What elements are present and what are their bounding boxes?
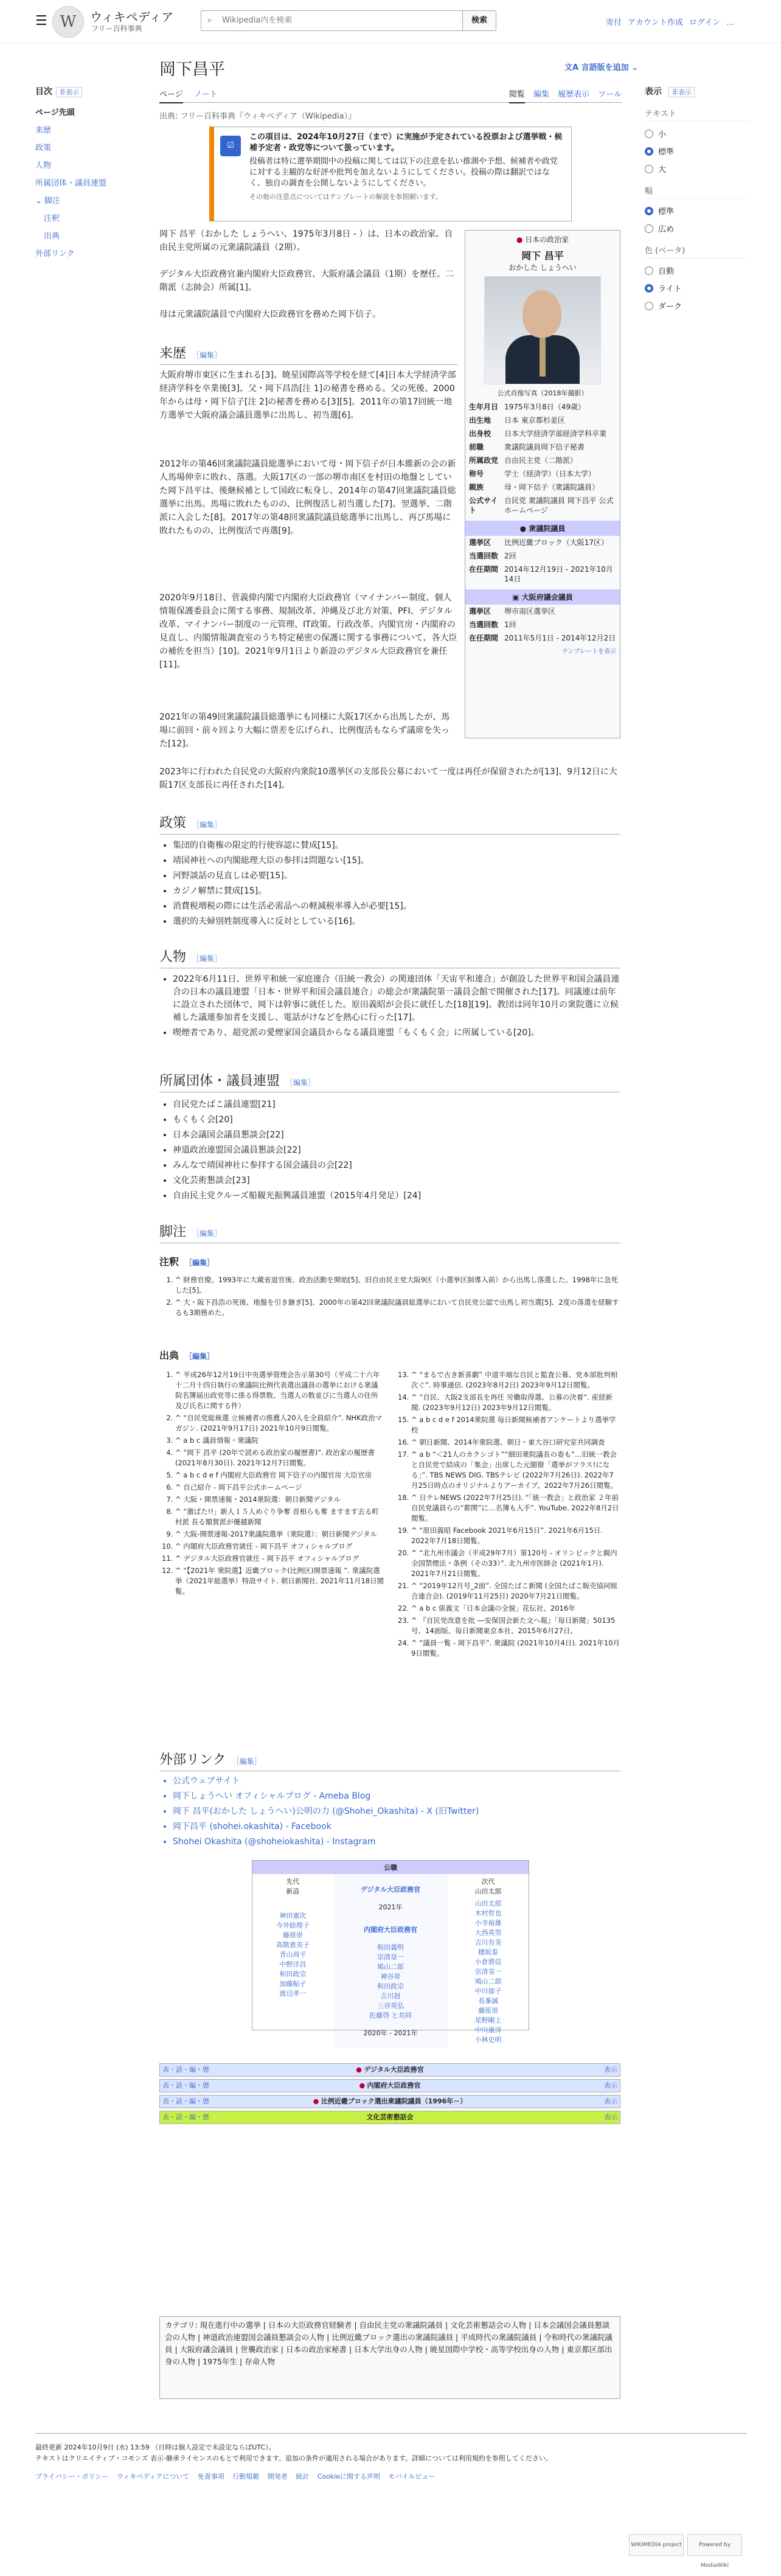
navbar-digital [159,2063,620,2077]
list-item: • 日本会議国会議員懇談会[22] [173,1129,620,1142]
reference-item: 1. ^ 平成26年12月19日中央選挙管理会告示第30号（平成二十六年十二月十四日執行の衆議院比例代表選出議員の選挙における衆議院名簿届出政党等に係る得票数、当選人の数並びに当選人の住所及び氏名に関する件） [175,1370,384,1411]
sources-list-left [159,1370,384,1599]
portrait-image[interactable] [484,276,601,384]
infobox-row-value: 堺市南区選挙区 [504,607,556,616]
category-links[interactable]: カテゴリ: 現在進行中の選挙 | 日本の大臣政務官経験者 | 自由民主党の衆議院議員 | 文化芸術懇話会の人物 | 日本会議国会議員懇談会の人物 | 神道政治連盟国会議員懇談会の人物 | 比例近畿ブロック選出の衆議院議員 | 平成時代の衆議院議員 | 令和時代の衆議院議員 | 大阪府議会議員 | 世襲政治家 | 日本の政治家秘書 | 日本大学出身の人物 | 暁星国際中学校・高等学校出身の人物 | 東京都区部出身の人物 | 1975年生 | 存命人物 [159,2316,620,2399]
infobox-row-value: 日本大学経済学部経済学科卒業 [504,429,607,438]
external-links-list [159,1775,620,1851]
note-item: 2. ^ 大・阪下昌浩の死後、地盤を引き継ぎ[5]、2000年の第42回衆議院議員総選挙において自民党公認で出馬し初当選[5]、2度の落選を経験するも3期務めた。 [175,1297,620,1318]
option-label: ダーク [658,302,682,311]
infobox-row-label: 前職 [469,443,484,451]
infobox-row-value: 2011年5月1日 - 2014年12月2日 [504,634,616,642]
infobox-row [465,549,620,563]
reference-item: 11. ^ デジタル大臣政務官就任 - 岡下昌平 オフィシャルブログ [175,1554,384,1564]
reference-item: 22. ^ a b c 俵義文「日本会議の全貌」花伝社、2016年 [411,1603,620,1614]
toc-item-notes[interactable] [35,194,139,206]
color-group-label: 色 (ベータ) [645,244,748,259]
site-sub: 出典: フリー百科事典『ウィキペディア（Wikipedia）』 [159,112,356,121]
toc-item-top[interactable]: ページ先頭 [35,108,75,117]
infobox-band-house [465,521,620,536]
infobox-row [465,563,620,586]
section-heading-career [159,343,457,365]
navbar-show-toggle[interactable]: 表示 [604,2097,617,2105]
chevron-down-icon[interactable]: ⌄ [35,196,45,206]
infobox-row [465,481,620,494]
navbox-predecessor [252,1874,333,2048]
navbox-successor-head: 次代 山田太郎 [474,1878,502,1895]
option-label: 自動 [658,267,675,276]
career-paragraph: 2012年の第46回衆議院議員総選挙において母・岡下信子が日本維新の会の新人馬場伸幸に敗れ、落選。大阪17区の一部の堺市南区を村田の地盤としていた岡下昌平は、後継候補として国政に転身し、2014年の第47回衆議院議員総選挙に出馬。馬場に敗れたものの、比例復活し初当選した[7]。翌選挙、二階派に入会した[8]。2017年の第48回衆議院議員総選挙に出馬し、再び馬場に敗れたものの、比例復活で再選[9]。 [159,459,456,536]
infobox-row-label: 公式サイト [469,496,498,515]
list-item: • 2022年6月11日、世界平和統一家庭連合（旧統一教会）の関連団体「天宙平和連合」が創設した世界平和国会議員連合の日本の議員連盟「日本・世界平和国会議員連合」の総会が衆議院第一議員会館で開催された[17]。同議連は前年に設立された団体で、岡下は幹事に就任した。原田義昭が会長に就任した[18][19]。教団は同年10月の衆院選に立候補した議連参加者を支援し、電話がけなどを熱心に行った[17]。 [173,973,620,1024]
infobox-row-label: 在任期間 [469,634,499,642]
section-title: 来歴 [159,346,187,361]
infobox-head-label: 日本の政治家 [525,235,569,244]
reference-item: 21. ^ “2019年12月号_2面”. 全国たばこ新聞 (全国たばこ販売協同組合連合会). (2019年11月25日) 2020年7月21日閲覧。 [411,1581,620,1602]
add-languages-label: 言語版を追加 [581,63,629,72]
infobox [465,230,620,738]
reference-item: 8. ^ “激ばた!!」新人１５人めぐり争奪 首相らも奪 ますます去る町村派 長る額賀派が優越新聞 [175,1507,384,1527]
navbox-predecessor-list[interactable]: 神田憲次 今井絵理子 藤原崇 高階恵美子 青山周平 中野洋昌 和田政宗 加藤鮎子 渡辺孝一 [276,1912,310,1998]
list-item: • 選択的夫婦別姓制度導入に反対としている[16]。 [173,915,620,928]
navbar-title[interactable]: 文化芸術懇話会 [366,2113,414,2121]
text-size-small-option[interactable] [645,128,748,139]
toc-item-notes-label[interactable]: 脚注 [44,196,61,206]
radio-icon[interactable] [645,224,653,233]
edit-section-link[interactable]: ［編集］ [192,954,222,963]
reference-item: 10. ^ 内閣府大臣政務官就任 - 岡下昌平 オフィシャルブログ [175,1541,384,1552]
infobox-row-label: 所属政党 [469,456,499,465]
infobox-row [465,440,620,454]
infobox-row-value: 比例近畿ブロック（大阪17区） [504,538,609,547]
list-item: • もくもく会[20] [173,1114,620,1127]
navbox-office-title[interactable]: デジタル大臣政務官 [360,1886,421,1894]
list-item: • 自民党たばこ議員連盟[21] [173,1099,620,1111]
japan-flag-icon: ● [313,2097,321,2105]
career-paragraph: 2020年9月18日、菅義偉内閣で内閣府大臣政務官（マイナンバー制度、個人情報保護委員会に関する事務、規制改革、沖縄及び北方対策、PFI、デジタル改革、マイナンバー制度の一元管理、IT政策、行政改革、内閣官房・内閣府の見直し、内閣情報調査室のうち特定秘密の保護に関する事務について、各大臣の補佐を担当）[10]。2021年9月1日より新設のデジタル大臣政務官を兼任[11]。 [159,593,457,670]
page-tabs [159,88,622,103]
infobox-row [465,427,620,440]
list-item: • 自由民主党クルーズ船観光振興議員連盟（2015年4月発足）[24] [173,1190,620,1203]
infobox-band-prefecture [465,589,620,605]
infobox-row-label: 生年月日 [469,403,499,411]
sources-ordered-list [395,1370,620,1659]
section-title: 所属団体・議員連盟 [159,1074,280,1089]
reference-item: 24. ^ “議員一覧 - 岡下昌平”. 衆議院 (2021年10月4日). 2021年10月9日閲覧。 [411,1638,620,1659]
infobox-row-value: 1975年3月8日（49歳） [504,403,586,411]
edit-section-link[interactable]: ［編集］ [185,1352,215,1361]
portrait-caption: 公式肖像写真（2018年撮影） [497,389,588,397]
add-languages-button[interactable]: 文A 言語版を追加 ⌄ [564,63,639,72]
reference-item: 18. ^ 日テレNEWS (2022年7月25日). “「統一教会」と政治家 ２年前自民党議員らの“都関”に…名簿も入手”. YouTube. 2022年8月2日閲覧。 [411,1493,620,1524]
section-heading-policy [159,813,620,835]
menu-icon[interactable]: ☰ [35,13,47,29]
external-link[interactable]: • 公式ウェブサイト [173,1775,620,1788]
tab-read[interactable]: 閲覧 [509,90,525,103]
radio-icon[interactable] [645,266,653,275]
infobox-row-label: 称号 [469,470,484,478]
list-item: • 文化芸術懇談会[23] [173,1175,620,1187]
text-size-standard-option[interactable] [645,145,748,157]
ballot-box-icon: ☑ [220,136,241,156]
edit-section-link[interactable]: ［編集］ [192,1229,222,1238]
succession-navbox [252,1860,529,2044]
navbar-title[interactable]: デジタル大臣政務官 [364,2066,424,2074]
toc-item-sources[interactable]: 出典 [44,232,60,241]
radio-icon[interactable] [645,130,653,138]
infobox-row-label: 出身校 [469,429,491,438]
infobox-header [465,231,620,248]
sources-ordered-list [159,1370,384,1597]
section-title: 政策 [159,816,187,831]
option-label: 標準 [658,148,675,157]
more-menu-icon[interactable]: … [726,18,735,27]
navbar-show-toggle[interactable]: 表示 [604,2113,617,2121]
width-group-label: 幅 [645,184,748,199]
infobox-row-label: 当選回数 [469,552,499,560]
reference-item: 3. ^ a b c 議員情報・衆議院 [175,1436,384,1446]
table-of-contents [35,85,139,265]
notice-body: 投稿者は特に選挙期間中の投稿に関しては以下の注意を払い推測や予想、候補者や政党に対する主観的な好評や批判を加えないようにしてください。投稿の際は翻訳ではなく、独自の調査を公開しないようにしてください。 [249,157,558,188]
toc-item-notes-sub[interactable]: 注釈 [44,214,60,223]
toc-item-external[interactable]: 外部リンク [35,249,75,259]
personal-tools [606,16,740,27]
reference-item: 23. ^ 『自民党改意を批 ―安保国会新た文へ報』「毎日新聞」50135号、14面版、毎日新聞東京本社、2015年6月27日。 [411,1616,620,1636]
infobox-row-label: 選挙区 [469,538,491,547]
search-placeholder: Wikipedia内を検索 [222,16,293,25]
option-label: 大 [658,165,667,175]
search-icon: ⌕ [207,16,212,25]
footer-link[interactable]: モバイルビュー [388,2473,436,2481]
infobox-row-value: 母・岡下信子（衆議院議員） [504,483,600,491]
infobox-row-value: 自由民主党（二階派） [504,456,578,465]
create-account-link[interactable]: アカウント作成 [628,18,683,27]
section-title: 脚注 [159,1224,187,1240]
external-link[interactable]: • 岡下 昌平(おかした しょうへい)公明の力 (@Shohei_Okashita) - X (旧Twitter) [173,1805,620,1818]
sources-list-right [395,1370,620,1661]
radio-selected-icon[interactable] [645,207,653,215]
career-paragraph: 大阪府堺市東区に生まれる[3]。暁星国際高等学校を経て[4]日本大学経済学部経済学科を卒業後[3]、父・岡下昌浩[注 1]の秘書を務める。父の死後、2000年からは母・岡下信子[注 2]の秘書を務める[3][5]。2011年の第17回統一地方選挙で大阪府議会議員選挙に出馬し、初当選[6]。 [159,370,456,420]
navbar-links[interactable]: 表・話・編・歴 [162,2066,209,2074]
external-link[interactable]: • 岡下しょうへい オフィシャルブログ - Ameba Blog [173,1790,620,1803]
navbox-office [333,1874,448,2048]
navbar-links[interactable]: 表・話・編・歴 [162,2097,209,2105]
infobox-row-label: 出生地 [469,416,491,425]
infobox-row-label: 選挙区 [469,607,491,616]
navbar-kinki [159,2095,620,2108]
template-link[interactable]: テンプレートを表示 [561,648,616,655]
navbox-title: 公職 [252,1861,529,1874]
infobox-row [465,605,620,618]
wikimedia-badge[interactable]: WIKIMEDIA project [629,2534,684,2556]
infobox-row-value: 衆議院議員岡下信子秘書 [504,443,585,451]
reference-item: 19. ^ “原田義昭 Facebook 2021年6月15日”. 2021年6月15日. 2022年7月18日閲覧。 [411,1526,620,1546]
list-item: • 喫煙者であり、超党派の愛煙家国会議員からなる議員連盟「もくもく会」に所属している[20]。 [173,1027,620,1040]
list-item: • 河野談話の見直しは必要[15]。 [173,870,620,883]
color-dark-option[interactable] [645,300,748,311]
infobox-row [465,414,620,427]
infobox-row-label: 親族 [469,483,484,491]
appearance-panel [645,85,748,318]
navbox-office-title[interactable]: 内閣府大臣政務官 [363,1926,417,1934]
subsection-title: 注釈 [159,1256,179,1268]
tab-history[interactable]: 履歴表示 [558,90,590,99]
color-auto-option[interactable] [645,265,748,276]
search-button[interactable]: 検索 [462,10,496,31]
intro-paragraph: デジタル大臣政務官兼内閣府大臣政務官、大阪府議会議員（1期）を歴任。二階派（志帥会）所属[1]。 [159,269,454,293]
navbar-show-toggle[interactable]: 表示 [604,2081,617,2089]
footer-link[interactable]: ウィキペディアについて [116,2473,190,2481]
reference-item: 7. ^ 大阪・開票速報・2014衆院選：朝日新聞デジタル [175,1495,384,1505]
infobox-name: 岡下 昌平 [521,250,564,262]
toc-item-groups[interactable]: 所属団体・議員連盟 [35,179,107,188]
intro-paragraph: 岡下 昌平（おかした しょうへい、1975年3月8日 - ）は、日本の政治家。自由民主党所属の元衆議院議員（2期）。 [159,229,453,252]
section-title: 人物 [159,950,187,965]
career-paragraph: 2023年に行われた自民党の大阪府内衆院10選挙区の支部長公募において一度は再任が保留されたが[13]、9月12日に大阪17区支部長に再任された[14]。 [159,767,617,790]
reference-item: 9. ^ 大阪-開票速報-2017衆議院選挙（衆院選）：朝日新聞デジタル [175,1529,384,1540]
emblem-icon: ▣ [512,593,522,602]
person-list [159,973,620,1042]
reference-item: 16. ^ 朝日新聞、2014年衆院選、朝日・東大谷口研究室共同調査 [411,1437,620,1448]
infobox-rows [465,400,620,517]
footer-link[interactable]: 行動規範 [232,2473,260,2481]
toc-hide-button[interactable]: 非表示 [56,87,82,97]
reference-item: 12. ^ “【2021年 衆院選】近畿ブロック(比例区)開票速報 ”. 衆議院選挙（2021年総選挙）特設サイト. 朝日新聞社. 2021年11月18日閲覧。 [175,1566,384,1597]
mediawiki-badge[interactable]: Powered by MediaWiki [687,2534,742,2556]
infobox-row-value: 2回 [504,552,516,560]
reference-item: 20. ^ “北九州市議会（平成29年7月）第120号 - オリンピックと親内全国禁煙法・条例（その33）”. 北九州市医師会 (2021年1月). 2021年7月21日閲覧。 [411,1548,620,1579]
navbar-cabinet-office [159,2079,620,2092]
edit-section-link[interactable]: ［編集］ [232,1757,262,1766]
option-label: ライト [658,285,682,294]
japan-flag-icon: ● [359,2081,367,2089]
radio-selected-icon[interactable] [645,147,653,156]
list-item: • カジノ解禁に賛成[15]。 [173,885,620,898]
japan-flag-icon: ● [356,2066,364,2074]
external-link[interactable]: • 岡下昌平 (shohei.okashita) - Facebook [173,1821,620,1833]
toc-title: 目次 [35,87,52,97]
infobox-row [465,618,620,631]
option-label: 小 [658,130,667,139]
tab-talk[interactable]: ノート [193,90,218,99]
donate-link[interactable]: 寄付 [606,18,622,27]
edit-section-link[interactable]: ［編集］ [286,1078,316,1087]
list-item: • 消費税増税の際には生活必需品への軽減税率導入が必要[15]。 [173,900,620,913]
reference-item: 5. ^ a b c d e f 内閣府大臣政務官 岡下信子の内閣官房 大臣官房 [175,1470,384,1481]
site-header [0,0,781,43]
infobox-band-label[interactable]: 大阪府議会議員 [521,593,573,602]
toc-item-policy[interactable]: 政策 [35,144,52,153]
radio-selected-icon[interactable] [645,284,653,293]
navbar-links[interactable]: 表・話・編・歴 [162,2081,209,2089]
page-title: 岡下昌平 [159,60,225,79]
infobox-row [465,400,620,414]
footer-link[interactable]: 開発者 [267,2473,288,2481]
notes-list [159,1275,620,1320]
text-size-large-option[interactable] [645,163,748,175]
page-footer [35,2433,747,2482]
emblem-icon: ● [519,524,529,533]
width-wide-option[interactable] [645,223,748,234]
wikipedia-logo-icon[interactable]: W [52,6,84,38]
search-input[interactable] [201,10,463,31]
radio-icon[interactable] [645,165,653,173]
footer-link[interactable]: Cookieに関する声明 [317,2473,381,2481]
footer-link[interactable]: 統計 [296,2473,310,2481]
infobox-row-value: 学士（経済学）（日本大学） [504,470,596,478]
tab-tools[interactable]: ツール [598,90,622,99]
last-modified: 最終更新 2024年10月9日 (水) 13:59 （日時は個人設定で未設定ならばUTC）。 [35,2443,276,2451]
option-label: 標準 [658,207,675,217]
toc-item-person[interactable]: 人物 [35,161,52,170]
tab-page[interactable]: ページ [159,90,183,103]
navbox-predecessor-head: 先代 新設 [286,1878,300,1895]
infobox-row-value: 1回 [504,620,516,629]
site-wordmark[interactable]: ウィキペディア [90,10,174,24]
current-event-notice [209,127,572,221]
navbar-show-toggle[interactable]: 表示 [604,2066,617,2074]
toc-item-career[interactable]: 来歴 [35,126,52,135]
radio-icon[interactable] [645,302,653,310]
subsection-heading-notes [159,1254,214,1268]
appearance-hide-button[interactable]: 非表示 [668,87,695,97]
external-link[interactable]: • Shohei Okashita (@shoheiokashita) - Instagram [173,1836,620,1849]
footer-link[interactable]: 免責事項 [197,2473,224,2481]
reference-item: 2. ^ “自民党総裁選 立候補者の推薦人20人を全員紹介”. NHK政治マガジン. (2021年9月17日) 2021年10月9日閲覧。 [175,1413,384,1434]
reference-item: 6. ^ 自己紹介 - 岡下昌平公式ホームページ [175,1482,384,1493]
width-standard-option[interactable] [645,205,748,217]
subsection-title: 出典 [159,1350,179,1361]
option-label: 広め [658,225,675,234]
infobox-row [465,494,620,517]
notice-title: この項目は、2024年10月27日（まで）に実施が予定されている投票および選挙戦・候補予定者・政党等について扱っています。 [249,133,563,153]
view-tabs [503,88,622,99]
edit-section-link[interactable]: ［編集］ [185,1258,215,1267]
list-item: • 靖国神社への内閣総理大臣の参拝は問題ない[15]。 [173,855,620,867]
navbox-successor [448,1874,529,2048]
navbox-office-colleagues[interactable]: 和田義明 宗清皇一 鳩山二郎 神谷昇 和田政宗 吉川赳 三谷英弘 佐藤啓 と共同 [369,1943,412,2019]
note-item: 1. ^ 財務官僚。1993年に大蔵省退官後、政治活動を開始[5]。旧自由民主党大阪9区（小選挙区制導入前）から出馬し落選した。1998年に急死した[5]。 [175,1275,620,1296]
infobox-band-label[interactable]: 衆議院議員 [529,524,566,533]
infobox-row-value: 2014年12月19日 - 2021年10月14日 [504,565,613,583]
infobox-row-label: 当選回数 [469,620,499,629]
navbar-links[interactable]: 表・話・編・歴 [162,2113,209,2121]
reference-item: 13. ^ “まるで古き新喜劇” 中道半端な自民と監査公募、党本部批判相次ぐ”. 時事通信. (2023年8月2日) 2023年9月12日閲覧。 [411,1370,620,1390]
section-heading-person [159,946,620,968]
navbox-office-year: 2021年 [378,1903,403,1911]
infobox-kana: おかした しょうへい [509,263,577,272]
navbox-grid [252,1874,529,2048]
site-tagline: フリー百科事典 [91,24,142,33]
infobox-row-value: 日本 東京都杉並区 [504,416,565,425]
navbar-title[interactable]: 比例近畿ブロック選出衆議院議員（1996年－） [321,2097,467,2105]
appearance-header [645,85,748,97]
navbar-bunka [159,2111,620,2124]
color-light-option[interactable] [645,282,748,294]
edit-section-link[interactable]: ［編集］ [192,821,222,829]
japan-flag-icon: ● [516,235,526,244]
portrait-face [522,290,561,338]
portrait-tie [540,338,546,377]
language-icon: 文A [564,63,581,72]
navbox-office-year: 2020年 - 2021年 [363,2029,418,2037]
license-text: テキストはクリエイティブ・コモンズ 表示-継承ライセンスのもとで利用できます。追加の条件が適用される場合があります。詳細については利用規約を参照してください。 [35,2454,552,2462]
subsection-heading-sources [159,1348,214,1362]
notice-footnote: その他の注意点についてはテンプレートの解説を参照願います。 [249,193,442,201]
infobox-row [465,631,620,645]
appearance-title: 表示 [645,87,662,97]
career-paragraph: 2021年の第49回衆議院議員総選挙にも同様に大阪17区から出馬したが、馬場に前回・前々回より大幅に票差を広げられ、比例復活もならず議席を失った[12]。 [159,712,450,749]
intro-paragraph: 母は元衆議院議員で内閣府大臣政務官を務めた岡下信子。 [159,310,381,319]
list-item: • 集団的自衛権の限定的行使容認に賛成[15]。 [173,839,620,852]
footer-links [35,2471,747,2482]
section-title: 外部リンク [159,1752,226,1768]
list-item: • 神道政治連盟国会議員懇談会[22] [173,1144,620,1157]
infobox-row [465,467,620,481]
infobox-rows [465,605,620,645]
section-heading-notes [159,1221,620,1243]
infobox-row-value: 自民党 衆議院議員 岡下昌平 公式ホームページ [504,496,614,515]
infobox-row-label: 在任期間 [469,565,499,574]
infobox-row [465,536,620,549]
section-heading-groups [159,1071,620,1092]
list-item: • みんなで靖国神社に参拝する国会議員の会[22] [173,1159,620,1172]
edit-section-link[interactable]: ［編集］ [192,351,222,359]
footer-link[interactable]: プライバシー・ポリシー [35,2473,109,2481]
login-link[interactable]: ログイン [689,18,721,27]
text-size-group-label: テキスト [645,107,748,122]
policy-list [159,839,620,931]
infobox-row [465,454,620,467]
groups-list [159,1099,620,1205]
toc-header [35,85,139,97]
navbar-title[interactable]: 内閣府大臣政務官 [367,2081,421,2089]
section-heading-external [159,1749,620,1771]
reference-item: 17. ^ a b “＜21人のカクシゴト”“細田衆院議長の委も”…旧統一教会と自民党で結成の「集会」出席した元閣僚「選挙がフラス!になる」”. TBS NEWS DIG. TBSテレビ (2022年7月26日). 2022年7月25日時点のオリジナルよりアーカイブ。2022年7月26日閲覧。 [411,1449,620,1491]
reference-item: 4. ^ “岡下 昌平 (20年で読める政治家の履歴書)”. 政治家の履歴書 (2021年8月30日). 2021年12月7日閲覧。 [175,1448,384,1468]
reference-item: 14. ^ “自民、大阪2支部長を再任 労働取得選、公募の決着”. 産経新聞. (2023年9月12日) 2023年9月12日閲覧。 [411,1392,620,1413]
reference-item: 15. ^ a b c d e f 2014衆院選 毎日新聞候補者アンケートより選挙学校 [411,1415,620,1436]
tab-edit[interactable]: 編集 [533,90,549,99]
navbox-successor-list[interactable]: 山田太郎 木村哲也 小寺裕雄 大西英男 吉川有美 穂坂泰 小倉將信 宗清皇一 鳩山二郎 中川郁子 長峯誠 藤原崇 星野剛士 中川康洋 小林史明 [474,1900,502,2044]
infobox-rows [465,536,620,586]
